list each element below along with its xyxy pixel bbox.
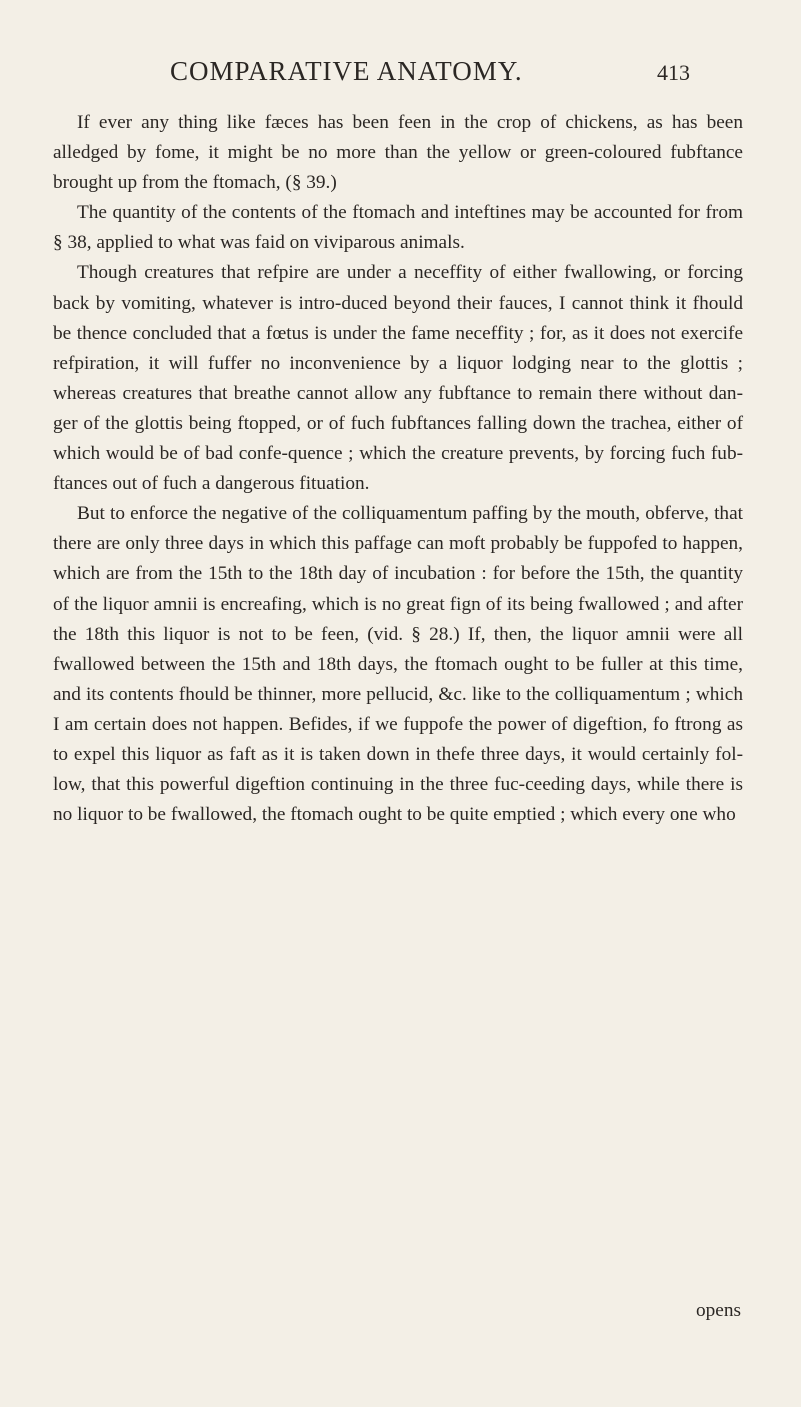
catchword: opens — [696, 1300, 741, 1321]
paragraph-4: But to enforce the negative of the colliquamentum paffing by the mouth, obferve, that there are only three days in which this paffage can moft probably be fuppofed to happen, which are from the 15th to the 18th day of incubation : for before the 15th, the quantity of the liquor amnii is encreafing, which is no great fign of its being fwallowed ; and after the 18th this liquor is not to be feen, (vid. § 28.) If, then, the liquor amnii were all fwallowed between the 15th and 18th days, the ftomach ought to be fuller at this time, and its contents fhould be thinner, more pellucid, &c. like to the colliquamentum ; which I am certain does not happen. Befides, if we fuppofe the power of digeftion, fo ftrong as to expel this liquor as faft as it is taken down in thefe three days, it would certainly fol-low, that this powerful digeftion continuing in the three fuc-ceeding days, while there is no liquor to be fwallowed, the ftomach ought to be quite emptied ; which every one who — [53, 503, 743, 826]
paragraph-1: If ever any thing like fæces has been feen in the crop of chickens, as has been alledged by fome, it might be no more than the yellow or green-coloured fubftance brought up from the ftomach, (§ 39.) — [53, 112, 743, 194]
page-number: 413 — [657, 60, 690, 85]
running-title: COMPARATIVE ANATOMY. — [170, 56, 523, 86]
paragraph-3: Though creatures that refpire are under a neceffity of either fwallowing, or forcing back by vomiting, whatever is intro-duced beyond their fauces, I cannot think it fhould be thence concluded that a fœtus is under the fame neceffity ; for, as it does not exercife refpiration, it will fuffer no inconvenience by a liquor lodging near to the glottis ; whereas creatures that breathe cannot allow any fubftance to remain there without dan-ger of the glottis being ftopped, or of fuch fubftances falling down the trachea, either of which would be of bad confe-quence ; which the creature prevents, by forcing fuch fub-ftances out of fuch a dangerous fituation. — [53, 262, 743, 495]
running-head — [170, 56, 690, 96]
paragraph-2: The quantity of the contents of the ftomach and inteftines may be accounted for from § 38, applied to what was faid on viviparous animals. — [53, 202, 743, 254]
body-text — [53, 108, 743, 830]
